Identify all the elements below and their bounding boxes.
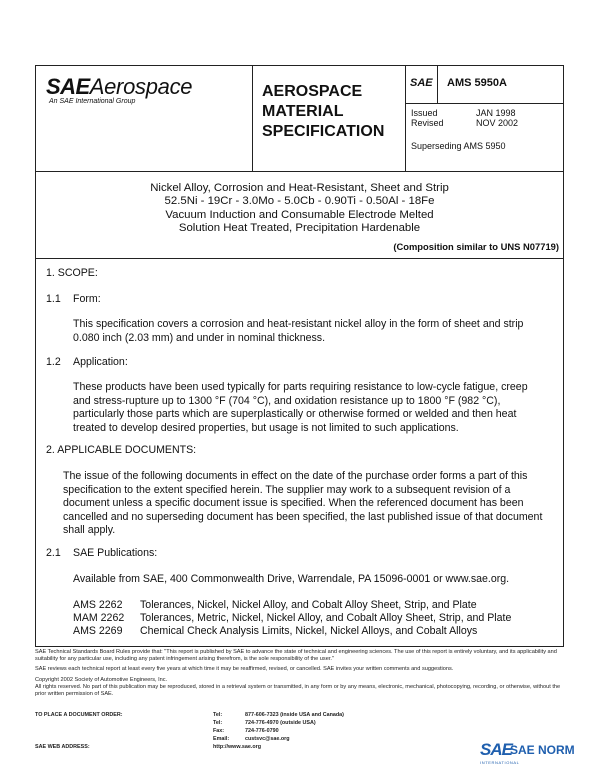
composition-note: (Composition similar to UNS N07719): [393, 241, 559, 252]
logo-aerospace-text: Aerospace: [89, 74, 193, 99]
doc-desc: Tolerances, Metric, Nickel, Nickel Alloy, and Cobalt Alloy Sheet, Strip, and Plate: [140, 612, 512, 624]
doc-id: AMS 2269: [73, 625, 123, 637]
section-1-2-text: [73, 381, 563, 435]
tel2-value: 724-776-4970 (outside USA): [245, 720, 316, 726]
para-line: shall apply.: [63, 524, 116, 537]
spec-title: [262, 82, 407, 142]
section-1-2-number: 1.2: [46, 356, 61, 368]
section-1-1-title: Form:: [73, 293, 101, 305]
tel1-label: Tel:: [213, 712, 223, 718]
fax-label: Fax:: [213, 728, 225, 734]
stamp-norm-text: SAE NORM: [510, 743, 575, 757]
para-line: treated to develop desired properties, but usage is not limited to such applications.: [73, 421, 459, 434]
web-label: SAE WEB ADDRESS:: [35, 744, 90, 750]
section-1-heading: 1. SCOPE:: [46, 267, 98, 279]
footer-board-rules: SAE Technical Standards Board Rules provide that: "This report is published by SAE to advance the state of technical and engineering sciences. The use of this report is entirely voluntary, and its applicability and suitability for any particular use, including any patent infringement arising therefrom, is the sole responsibility of the user.": [35, 649, 557, 663]
order-label: TO PLACE A DOCUMENT ORDER:: [35, 712, 123, 718]
doc-number: AMS 5950A: [447, 77, 507, 89]
doc-list-row: [73, 599, 573, 612]
doc-desc: Tolerances, Nickel, Nickel Alloy, and Cobalt Alloy Sheet, Strip, and Plate: [140, 599, 477, 611]
section-2-1-title: SAE Publications:: [73, 547, 158, 559]
superseding-note: Superseding AMS 5950: [411, 141, 506, 151]
para-line: These products have been used typically for parts requiring resistance to low-cycle fatigue, creep: [73, 381, 528, 393]
para-line: document unless a specific document issue is specified. When the referenced document has been: [63, 497, 524, 510]
footer-review-note: SAE reviews each technical report at least every five years at which time it may be reaffirmed, revised, or cancelled. SAE invites your written comments and suggestions.: [35, 666, 454, 672]
stamp-sae-text: SAE: [480, 740, 512, 759]
title-block-text: [35, 182, 564, 236]
title-block-line-4: Solution Heat Treated, Precipitation Hardenable: [178, 222, 421, 235]
doc-list-row: [73, 612, 573, 625]
title-line-3: SPECIFICATION: [262, 123, 385, 140]
title-line-1: AEROSPACE: [262, 83, 363, 100]
sae-availability: Available from SAE, 400 Commonwealth Drive, Warrendale, PA 15096-0001 or www.sae.org.: [73, 573, 510, 585]
sae-aerospace-logo: [46, 74, 246, 114]
title-line-2: MATERIAL: [262, 103, 344, 120]
sae-norm-stamp: [480, 740, 590, 770]
revised-value: NOV 2002: [476, 118, 519, 128]
doc-desc: Chemical Check Analysis Limits, Nickel, Nickel Alloys, and Cobalt Alloys: [140, 625, 478, 637]
tel2-label: Tel:: [213, 720, 223, 726]
header-divider-1: [252, 65, 253, 172]
section-2-heading: 2. APPLICABLE DOCUMENTS:: [46, 444, 197, 456]
para-line: 0.080 inch (2.03 mm) and under in nominal thickness.: [73, 331, 326, 344]
para-line: cancelled and no superseding document has been specified, the last published issue of that document: [63, 510, 543, 523]
para-line: specification to the extent specified herein. The supplier may work to a subsequent revision of a: [63, 483, 511, 496]
issued-value: JAN 1998: [476, 108, 516, 118]
para-line: The issue of the following documents in effect on the date of the purchase order forms a part of this: [63, 470, 528, 482]
tel1-value: 877-606-7323 (inside USA and Canada): [245, 712, 344, 718]
title-block-line-3: Vacuum Induction and Consumable Electrode Melted: [165, 208, 434, 221]
fax-value: 724-776-0790: [245, 728, 279, 734]
footer-copyright: Copyright 2002 Society of Automotive Engineers, Inc.: [35, 677, 168, 683]
header-number-row-bottom: [405, 103, 564, 104]
section-1-1-text: [73, 318, 563, 345]
logo-subtitle: An SAE International Group: [49, 98, 136, 105]
email-label: Email:: [213, 736, 230, 742]
revised-label: Revised: [411, 118, 444, 128]
para-line: and stress-rupture up to 1300 °F (704 °C), and oxidation resistance up to 1800 °F (982 °C),: [73, 394, 501, 407]
title-block-line-2: 52.5Ni - 19Cr - 3.0Mo - 5.0Cb - 0.90Ti - 0.50Al - 18Fe: [164, 195, 435, 208]
section-1-2-title: Application:: [73, 356, 128, 368]
email-value[interactable]: custsvc@sae.org: [245, 736, 290, 742]
footer-rights: All rights reserved. No part of this publication may be reproduced, stored in a retrieval system or transmitted, in any form or by any means, electronic, mechanical, photocopying, recording, or otherwise, without the prior written permission of SAE.: [35, 684, 561, 698]
section-2-text: [63, 470, 563, 538]
logo-sae-text: SAE: [46, 74, 90, 99]
section-2-1-number: 2.1: [46, 547, 61, 559]
header-logo-divider: [437, 65, 438, 103]
issued-label: Issued: [411, 108, 438, 118]
doc-list-row: [73, 625, 573, 638]
doc-id: MAM 2262: [73, 612, 125, 624]
web-value[interactable]: http://www.sae.org: [213, 744, 262, 750]
para-line: This specification covers a corrosion and heat-resistant nickel alloy in the form of sheet and strip: [73, 318, 524, 330]
small-sae-logo: SAE: [410, 77, 433, 89]
title-block-line-1: Nickel Alloy, Corrosion and Heat-Resistant, Sheet and Strip: [150, 182, 449, 194]
doc-id: AMS 2262: [73, 599, 123, 611]
stamp-sub-text: INTERNATIONAL: [480, 760, 520, 765]
section-1-1-number: 1.1: [46, 293, 61, 305]
para-line: particularly those parts which are superplastically or otherwise formed or welded and then heat: [73, 408, 517, 421]
